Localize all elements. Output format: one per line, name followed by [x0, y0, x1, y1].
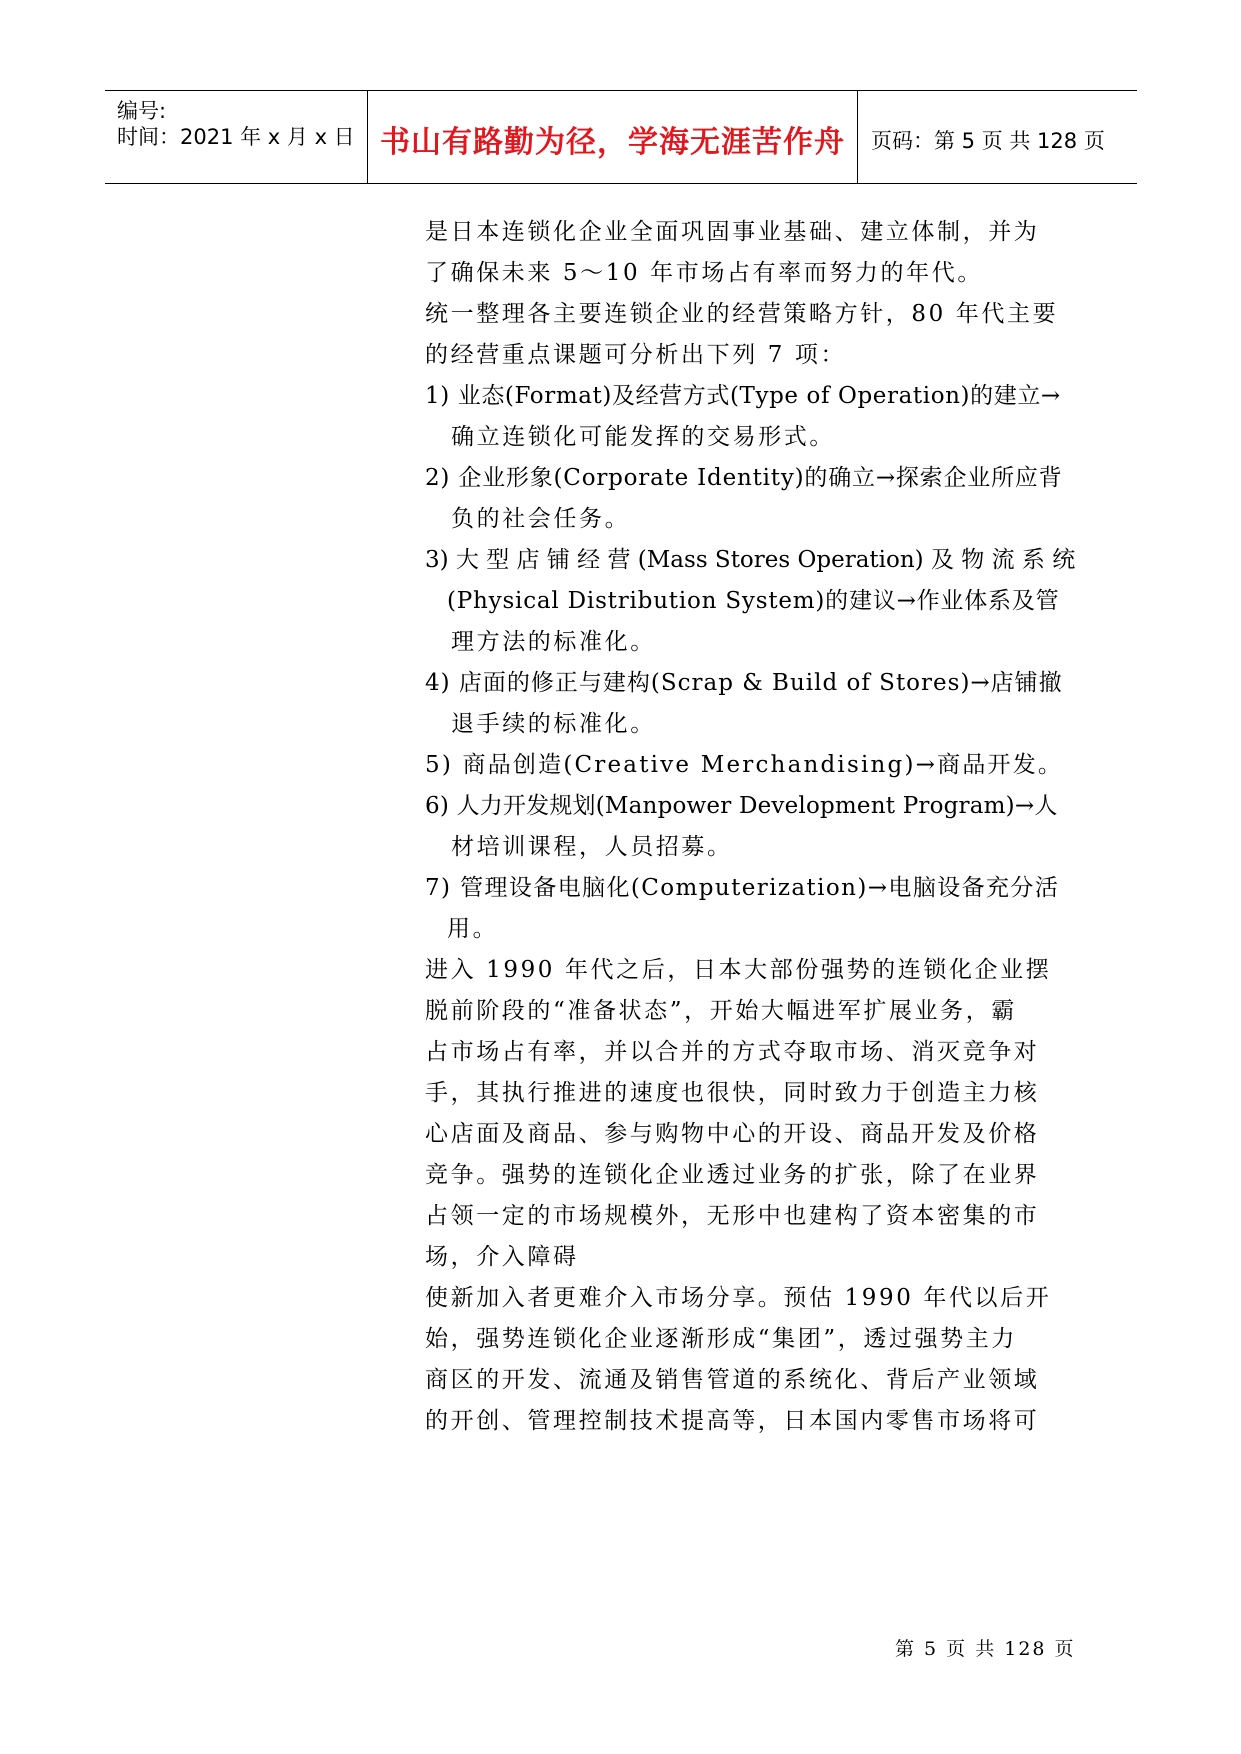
- body-line: 进入 1990 年代之后，日本大部份强势的连锁化企业摆: [425, 957, 1052, 983]
- list-item-6-cont: 材培训课程，人员招募。: [451, 834, 733, 860]
- list-item-5: 5) 商品创造(Creative Merchandising)→商品开发。: [425, 752, 1064, 778]
- body-line: 始，强势连锁化企业逐渐形成“集团”，透过强势主力: [425, 1326, 1017, 1352]
- body-line: 场，介入障碍: [425, 1244, 579, 1270]
- body-line: 的开创、管理控制技术提高等，日本国内零售市场将可: [425, 1408, 1040, 1434]
- body-line: 占市场占有率，并以合并的方式夺取市场、消灭竞争对: [425, 1039, 1040, 1065]
- list-item-4-cont: 退手续的标准化。: [451, 711, 656, 737]
- list-item-2: 2) 企业形象(Corporate Identity)的确立→探索企业所应背: [425, 465, 1063, 491]
- body-line: 使新加入者更难介入市场分享。预估 1990 年代以后开: [425, 1285, 1052, 1311]
- body-line: 脱前阶段的“准备状态”，开始大幅进军扩展业务，霸: [425, 998, 1017, 1024]
- document-time-label: 时间：2021 年 x 月 x 日: [117, 125, 355, 149]
- header-motto: 书山有路勤为径，学海无涯苦作舟: [380, 125, 845, 160]
- body-line: 是日本连锁化企业全面巩固事业基础、建立体制，并为: [425, 219, 1040, 245]
- list-item-2-cont: 负的社会任务。: [451, 506, 631, 532]
- body-line: 统一整理各主要连锁企业的经营策略方针，80 年代主要: [425, 301, 1059, 327]
- list-item-4: 4) 店面的修正与建构(Scrap & Build of Stores)→店铺撤: [425, 670, 1063, 696]
- header-meta-cell: [105, 91, 367, 183]
- body-line: 手，其执行推进的速度也很快，同时致力于创造主力核: [425, 1080, 1040, 1106]
- body-line: 心店面及商品、参与购物中心的开设、商品开发及价格: [425, 1121, 1040, 1147]
- list-item-3: 3) 大 型 店 铺 经 营 (Mass Stores Operation) 及 物 流 系 统: [425, 547, 1076, 573]
- list-item-3-cont: (Physical Distribution System)的建议→作业体系及管: [447, 588, 1060, 614]
- body-line: 的经营重点课题可分析出下列 7 项：: [425, 342, 847, 368]
- list-item-6: 6) 人力开发规划(Manpower Development Program)→人: [425, 793, 1058, 819]
- list-item-1-cont: 确立连锁化可能发挥的交易形式。: [451, 424, 835, 450]
- list-item-1: 1) 业态(Format)及经营方式(Type of Operation)的建立→: [425, 383, 1061, 409]
- list-item-7: 7) 管理设备电脑化(Computerization)→电脑设备充分活: [425, 875, 1060, 901]
- body-line: 商区的开发、流通及销售管道的系统化、背后产业领域: [425, 1367, 1040, 1393]
- header-page-code: 页码：第 5 页 共 128 页: [871, 129, 1105, 153]
- document-header: [105, 90, 1137, 184]
- body-line: 了确保未来 5～10 年市场占有率而努力的年代。: [425, 260, 983, 286]
- list-item-3-cont: 理方法的标准化。: [451, 629, 656, 655]
- page-footer: 第 5 页 共 128 页: [895, 1638, 1076, 1660]
- body-line: 竞争。强势的连锁化企业透过业务的扩张，除了在业界: [425, 1162, 1040, 1188]
- body-line: 占领一定的市场规模外，无形中也建构了资本密集的市: [425, 1203, 1040, 1229]
- header-page-cell: [857, 91, 1137, 183]
- header-motto-cell: [367, 91, 858, 183]
- list-item-7-cont: 用。: [447, 916, 499, 942]
- document-number-label: 编号:: [117, 99, 167, 123]
